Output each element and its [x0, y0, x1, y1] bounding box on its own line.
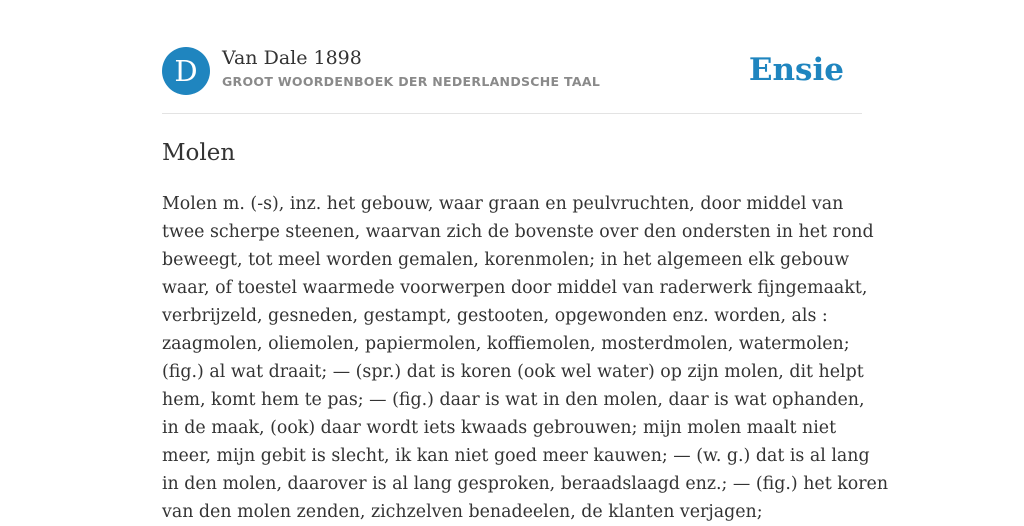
entry-definition: [162, 190, 889, 526]
page-header: [162, 46, 862, 96]
definition-line: zaagmolen, oliemolen, papiermolen, koffiemolen, mosterdmolen, watermolen;: [162, 334, 850, 354]
ensie-logo-link[interactable]: Ensie: [748, 52, 844, 88]
definition-line: in de maak, (ook) daar wordt iets kwaads gebrouwen; mijn molen maalt niet: [162, 418, 837, 438]
definition-line: waar, of toestel waarmede voorwerpen door middel van raderwerk fijngemaakt,: [162, 278, 868, 298]
source-subtitle: GROOT WOORDENBOEK DER NEDERLANDSCHE TAAL: [222, 74, 601, 89]
definition-line: beweegt, tot meel worden gemalen, korenmolen; in het algemeen elk gebouw: [162, 250, 850, 270]
definition-line: Molen m. (-s), inz. het gebouw, waar graan en peulvruchten, door middel van: [162, 194, 844, 214]
definition-line: in den molen, daarover is al lang gesproken, beraadslaagd enz.; — (fig.) het koren: [162, 474, 889, 494]
definition-line: verbrijzeld, gesneden, gestampt, gestooten, opgewonden enz. worden, als :: [162, 306, 828, 326]
source-avatar[interactable]: D: [162, 47, 210, 95]
definition-line: hem, komt hem te pas; — (fig.) daar is wat in den molen, daar is wat ophanden,: [162, 390, 865, 410]
definition-line: (fig.) al wat draait; — (spr.) dat is koren (ook wel water) op zijn molen, dit helpt: [162, 362, 864, 382]
header-divider: [162, 113, 862, 114]
definition-line: meer, mijn gebit is slecht, ik kan niet goed meer kauwen; — (w. g.) dat is al lang: [162, 446, 870, 466]
source-title[interactable]: Van Dale 1898: [222, 47, 362, 69]
entry-title: Molen: [162, 140, 236, 166]
definition-line: twee scherpe steenen, waarvan zich de bovenste over den ondersten in het rond: [162, 222, 874, 242]
definition-line: van den molen zenden, zichzelven benadeelen, de klanten verjagen;: [162, 502, 763, 522]
